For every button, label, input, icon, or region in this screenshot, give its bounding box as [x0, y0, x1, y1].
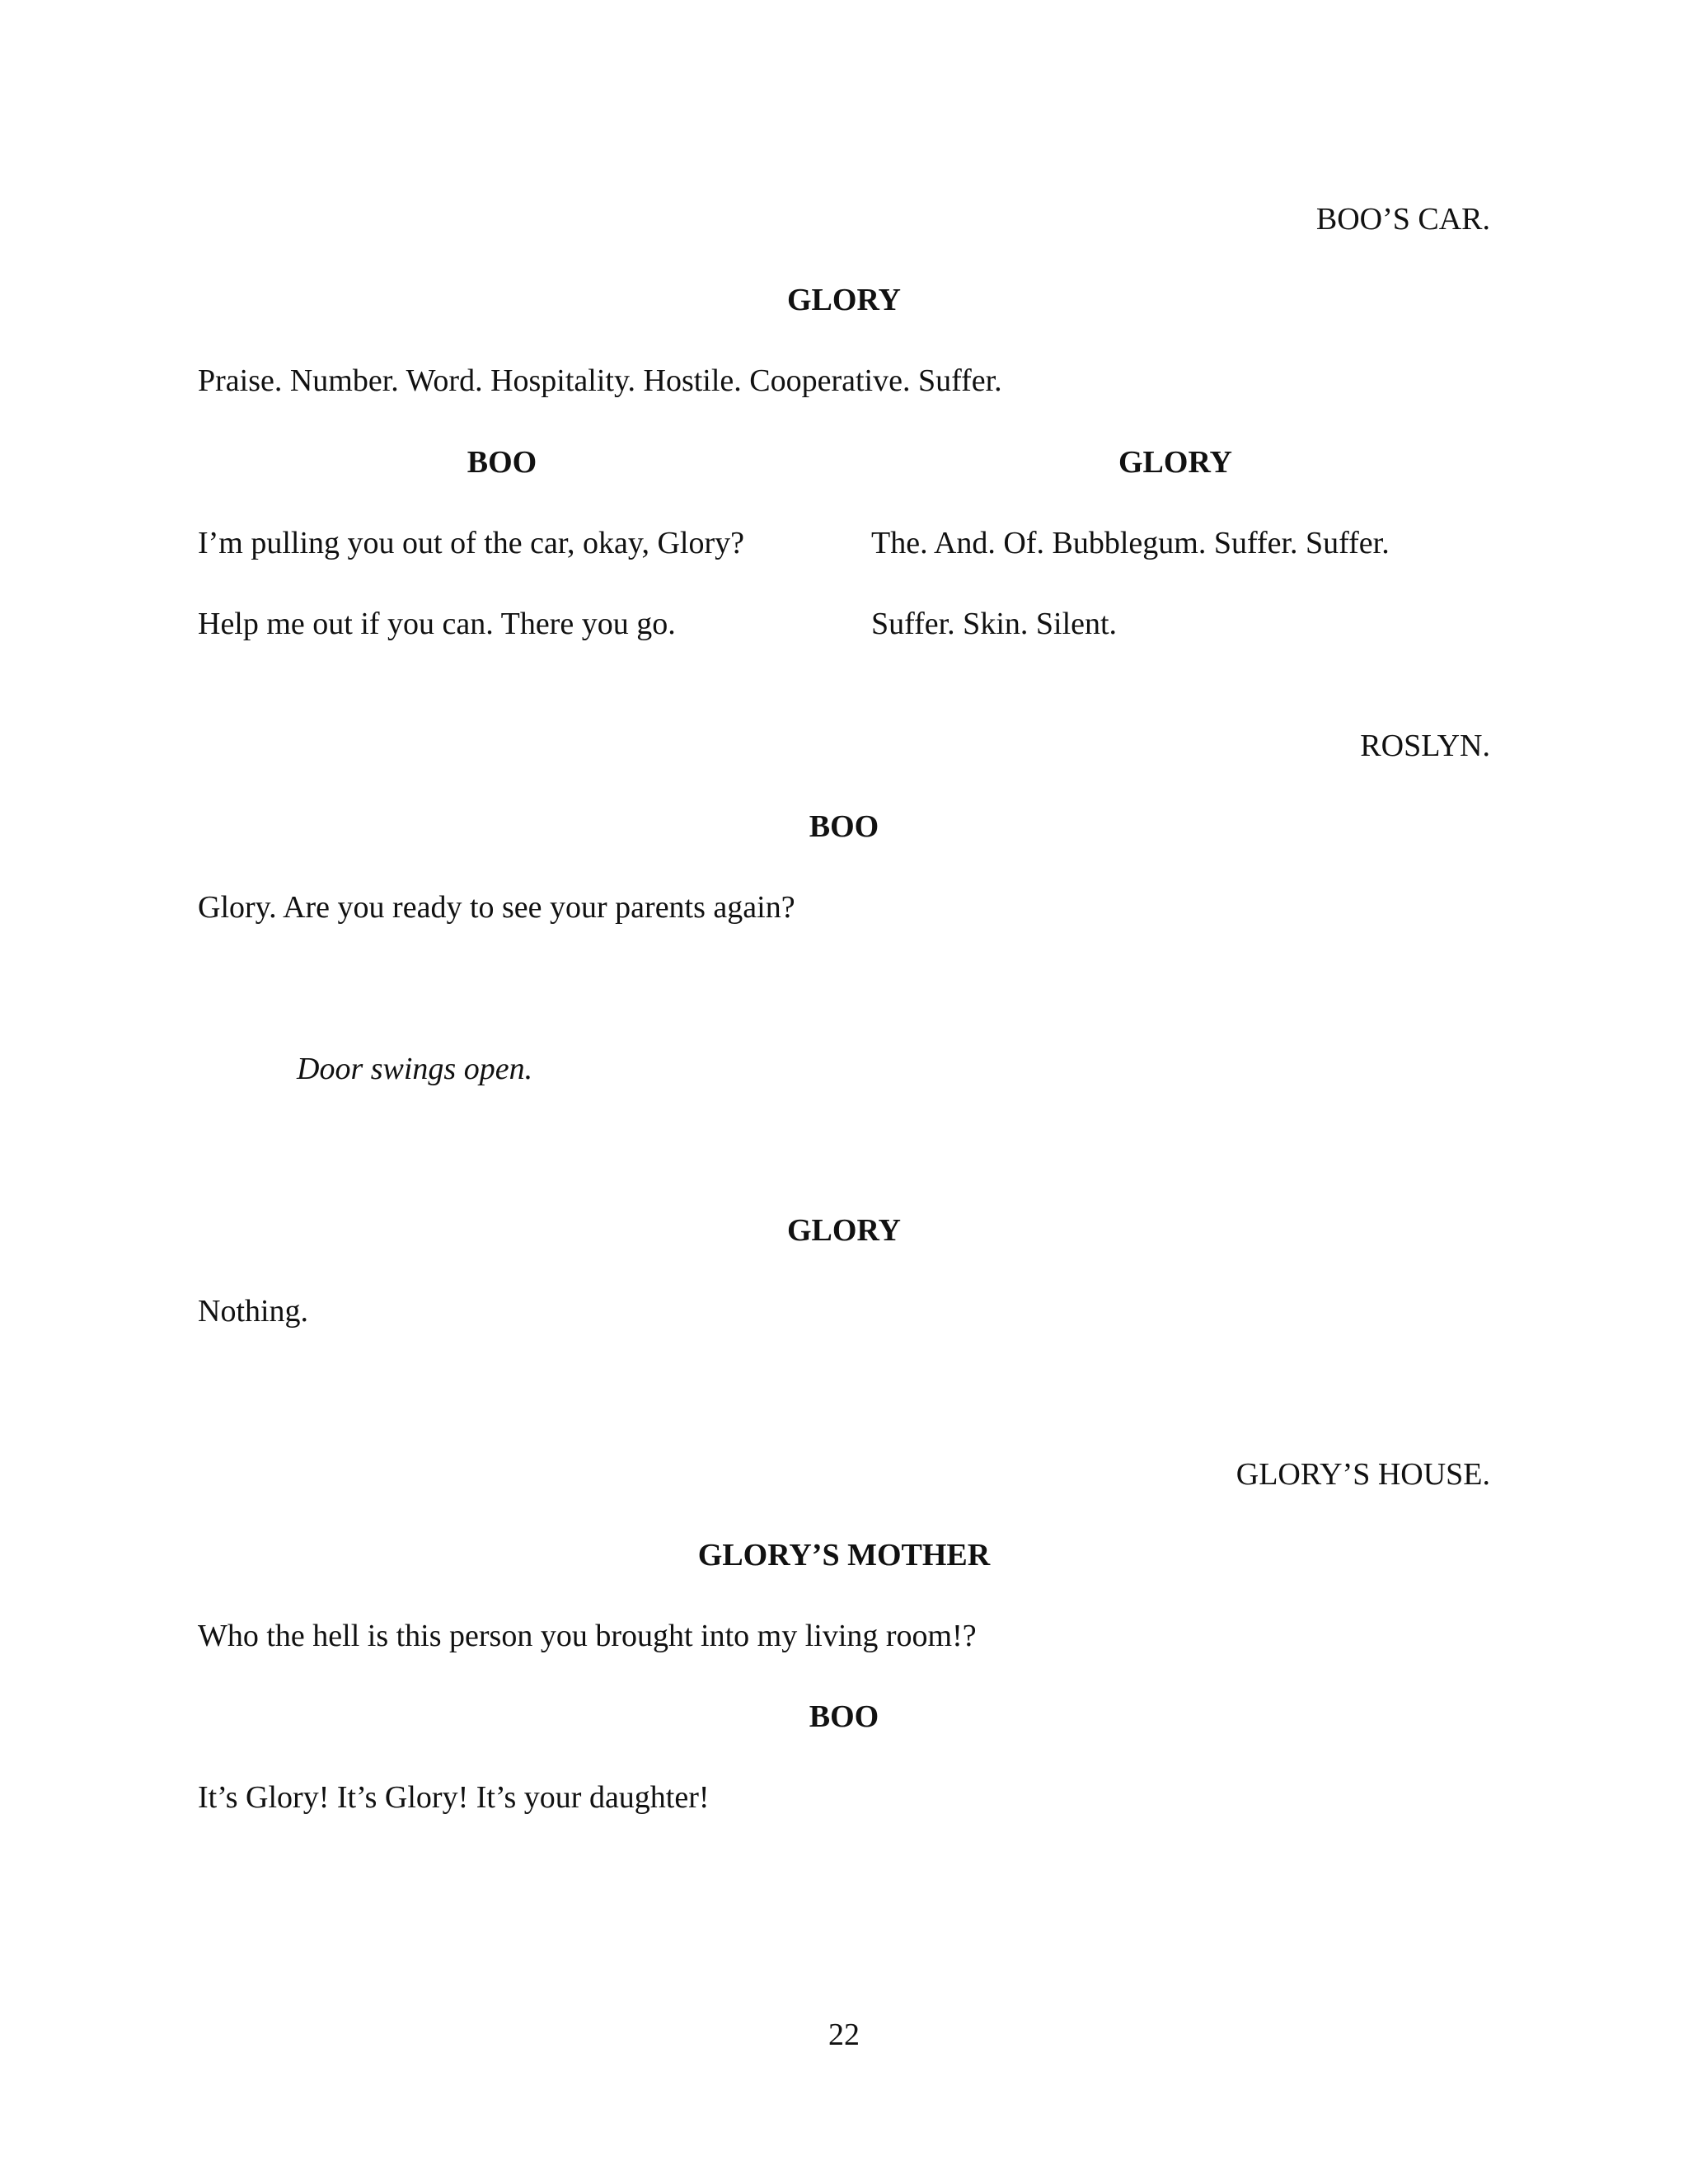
character-glorys-mother: GLORY’S MOTHER: [697, 1538, 991, 1572]
dual-dialogue-boo-line: I’m pulling you out of the car, okay, Glory?: [198, 526, 744, 560]
character-boo: BOO: [809, 1699, 879, 1734]
character-glory: GLORY: [786, 1213, 901, 1248]
dual-character-glory: GLORY: [1118, 445, 1232, 480]
scene-heading-glorys-house: GLORY’S HOUSE.: [1236, 1457, 1490, 1492]
dual-dialogue-glory-line: Suffer. Skin. Silent.: [871, 607, 1118, 641]
stage-direction: Door swings open.: [297, 1052, 533, 1086]
page-number: 22: [828, 2018, 860, 2052]
character-glory: GLORY: [786, 283, 901, 317]
dialogue-mother: Who the hell is this person you brought into my living room!?: [198, 1619, 977, 1653]
dialogue-boo-daughter: It’s Glory! It’s Glory! It’s your daughter!: [198, 1780, 710, 1815]
dialogue-boo-parents: Glory. Are you ready to see your parents again?: [198, 890, 795, 925]
scene-heading-roslyn: ROSLYN.: [1360, 729, 1490, 763]
dual-character-boo: BOO: [467, 445, 537, 480]
dialogue-glory-words: Praise. Number. Word. Hospitality. Hostile. Cooperative. Suffer.: [198, 363, 1002, 398]
dialogue-glory-nothing: Nothing.: [198, 1294, 309, 1329]
dual-dialogue-glory-line: The. And. Of. Bubblegum. Suffer. Suffer.: [871, 526, 1390, 560]
dual-dialogue-boo-line: Help me out if you can. There you go.: [198, 607, 676, 641]
scene-heading-boos-car: BOO’S CAR.: [1315, 202, 1490, 237]
character-boo: BOO: [809, 809, 879, 844]
